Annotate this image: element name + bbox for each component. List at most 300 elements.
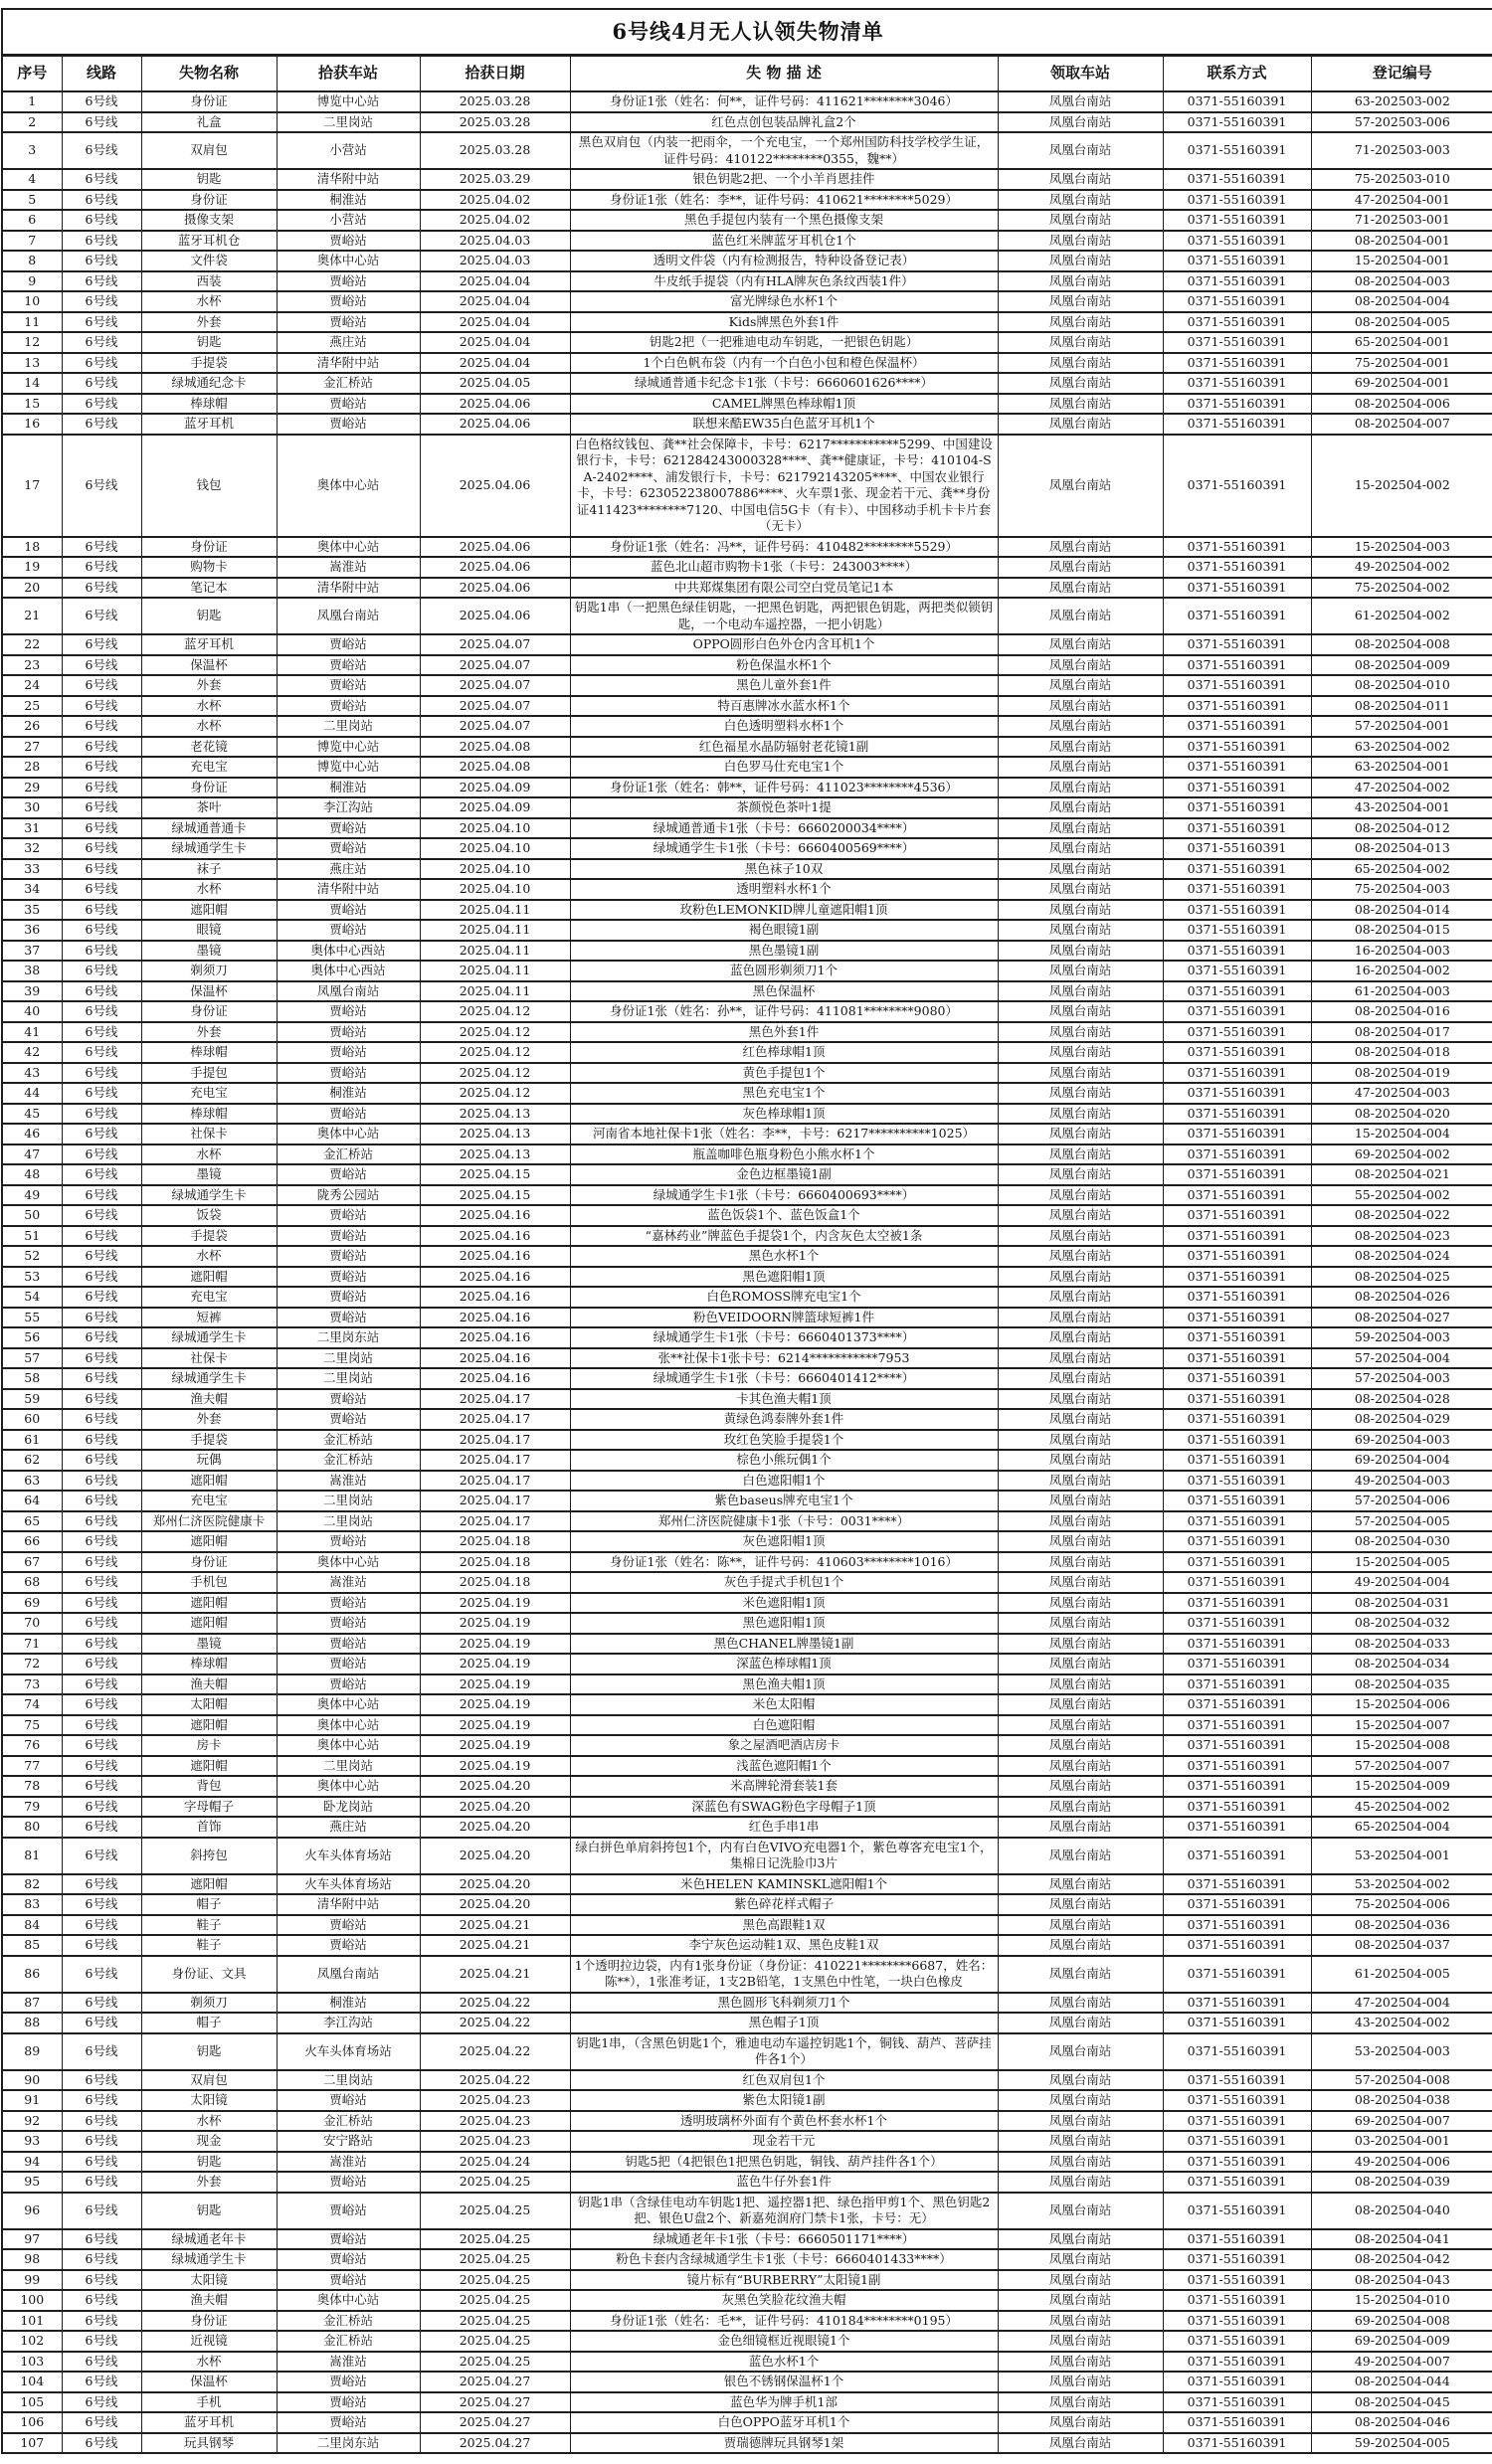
cell-line: 6号线 bbox=[62, 2172, 141, 2193]
cell-item-name: 遮阳帽 bbox=[141, 1267, 277, 1288]
cell-contact: 0371-55160391 bbox=[1163, 1450, 1311, 1471]
cell-pickup-station: 贾峪站 bbox=[277, 1287, 420, 1308]
cell-description: 米色太阳帽 bbox=[570, 1694, 998, 1715]
cell-claim-station: 凤凰台南站 bbox=[998, 435, 1163, 537]
cell-claim-station: 凤凰台南站 bbox=[998, 1735, 1163, 1756]
cell-item-name: 绿城通普通卡 bbox=[141, 818, 277, 839]
cell-pickup-station: 清华附中站 bbox=[277, 879, 420, 900]
cell-pickup-station: 凤凰台南站 bbox=[277, 981, 420, 1002]
cell-index: 4 bbox=[2, 169, 62, 190]
cell-item-name: 身份证 bbox=[141, 1001, 277, 1022]
cell-item-name: 蓝牙耳机 bbox=[141, 414, 277, 435]
cell-registration-no: 08-202504-020 bbox=[1311, 1104, 1492, 1125]
cell-item-name: 双肩包 bbox=[141, 132, 277, 169]
cell-registration-no: 59-202504-003 bbox=[1311, 1327, 1492, 1348]
cell-claim-station: 凤凰台南站 bbox=[998, 1409, 1163, 1430]
cell-claim-station: 凤凰台南站 bbox=[998, 2013, 1163, 2033]
cell-contact: 0371-55160391 bbox=[1163, 2013, 1311, 2033]
cell-registration-no: 08-202504-007 bbox=[1311, 414, 1492, 435]
cell-index: 82 bbox=[2, 1874, 62, 1895]
header-pickup-station: 拾获车站 bbox=[277, 56, 420, 92]
table-row bbox=[2, 1164, 1492, 1185]
cell-registration-no: 08-202504-024 bbox=[1311, 1246, 1492, 1267]
cell-description: 李宁灰色运动鞋1双、黑色皮鞋1双 bbox=[570, 1935, 998, 1956]
cell-description: 白色OPPO蓝牙耳机1个 bbox=[570, 2412, 998, 2433]
cell-description: 白色格纹钱包、龚**社会保障卡，卡号：6217***********5299、中国建设银行卡，卡号：621284243000328****、龚**健康证，卡号：410104-SA-2402****、浦发银行卡，卡号：621792143205****、中国农业银行卡，卡号：623052238007886****、火车票1张、现金若干元、龚**身份证411423********7120、中国电信5G卡（有卡）、中国移动手机卡卡片套（无卡） bbox=[570, 435, 998, 537]
cell-description: 褐色眼镜1副 bbox=[570, 920, 998, 941]
cell-registration-no: 08-202504-015 bbox=[1311, 920, 1492, 941]
cell-pickup-date: 2025.04.12 bbox=[420, 1083, 570, 1104]
cell-registration-no: 61-202504-002 bbox=[1311, 598, 1492, 634]
cell-index: 17 bbox=[2, 435, 62, 537]
cell-pickup-station: 奥体中心站 bbox=[277, 1715, 420, 1736]
cell-claim-station: 凤凰台南站 bbox=[998, 1593, 1163, 1614]
cell-contact: 0371-55160391 bbox=[1163, 1511, 1311, 1532]
cell-line: 6号线 bbox=[62, 1083, 141, 1104]
cell-line: 6号线 bbox=[62, 1246, 141, 1267]
table-row bbox=[2, 2311, 1492, 2332]
cell-description: 绿城通普通卡纪念卡1张（卡号：6660601626****） bbox=[570, 373, 998, 394]
cell-pickup-date: 2025.04.08 bbox=[420, 757, 570, 778]
cell-pickup-date: 2025.04.08 bbox=[420, 737, 570, 758]
cell-line: 6号线 bbox=[62, 353, 141, 374]
cell-line: 6号线 bbox=[62, 132, 141, 169]
cell-line: 6号线 bbox=[62, 1185, 141, 1206]
cell-description: 灰色手提式手机包1个 bbox=[570, 1572, 998, 1593]
cell-claim-station: 凤凰台南站 bbox=[998, 859, 1163, 880]
cell-claim-station: 凤凰台南站 bbox=[998, 1430, 1163, 1451]
cell-item-name: 遮阳帽 bbox=[141, 1613, 277, 1634]
cell-contact: 0371-55160391 bbox=[1163, 1022, 1311, 1043]
table-row bbox=[2, 435, 1492, 537]
cell-description: 蓝色北山超市购物卡1张（卡号：243003****） bbox=[570, 557, 998, 578]
cell-line: 6号线 bbox=[62, 838, 141, 859]
cell-pickup-date: 2025.04.10 bbox=[420, 879, 570, 900]
cell-pickup-date: 2025.04.23 bbox=[420, 2090, 570, 2111]
cell-pickup-date: 2025.04.25 bbox=[420, 2352, 570, 2373]
table-row bbox=[2, 2090, 1492, 2111]
cell-pickup-date: 2025.04.25 bbox=[420, 2193, 570, 2229]
cell-item-name: 文件袋 bbox=[141, 251, 277, 271]
cell-registration-no: 08-202504-023 bbox=[1311, 1226, 1492, 1247]
cell-registration-no: 08-202504-032 bbox=[1311, 1613, 1492, 1634]
cell-pickup-date: 2025.04.10 bbox=[420, 838, 570, 859]
cell-claim-station: 凤凰台南站 bbox=[998, 190, 1163, 211]
cell-pickup-station: 桐淮站 bbox=[277, 778, 420, 798]
cell-contact: 0371-55160391 bbox=[1163, 1593, 1311, 1614]
cell-line: 6号线 bbox=[62, 1674, 141, 1695]
cell-contact: 0371-55160391 bbox=[1163, 1185, 1311, 1206]
cell-item-name: 绿城通纪念卡 bbox=[141, 373, 277, 394]
cell-pickup-station: 贾峪站 bbox=[277, 1389, 420, 1410]
cell-claim-station: 凤凰台南站 bbox=[998, 2392, 1163, 2413]
table-row bbox=[2, 634, 1492, 655]
table-row bbox=[2, 1144, 1492, 1165]
cell-contact: 0371-55160391 bbox=[1163, 2270, 1311, 2291]
cell-line: 6号线 bbox=[62, 1430, 141, 1451]
cell-item-name: 绿城通老年卡 bbox=[141, 2229, 277, 2250]
cell-registration-no: 57-202503-006 bbox=[1311, 112, 1492, 133]
cell-description: 钥匙2把（一把雅迪电动车钥匙，一把银色钥匙） bbox=[570, 332, 998, 353]
cell-index: 51 bbox=[2, 1226, 62, 1247]
cell-contact: 0371-55160391 bbox=[1163, 1205, 1311, 1226]
cell-registration-no: 16-202504-002 bbox=[1311, 961, 1492, 981]
cell-pickup-station: 嵩淮站 bbox=[277, 2352, 420, 2373]
table-row bbox=[2, 981, 1492, 1002]
cell-line: 6号线 bbox=[62, 2372, 141, 2392]
table-row bbox=[2, 1634, 1492, 1655]
cell-pickup-date: 2025.04.06 bbox=[420, 578, 570, 599]
cell-pickup-date: 2025.03.28 bbox=[420, 132, 570, 169]
cell-index: 30 bbox=[2, 797, 62, 818]
table-row bbox=[2, 2249, 1492, 2270]
cell-contact: 0371-55160391 bbox=[1163, 231, 1311, 252]
cell-pickup-date: 2025.04.25 bbox=[420, 2172, 570, 2193]
cell-line: 6号线 bbox=[62, 1956, 141, 1993]
cell-pickup-station: 贾峪站 bbox=[277, 291, 420, 312]
cell-description: 灰色棒球帽1顶 bbox=[570, 1104, 998, 1125]
cell-description: 身份证1张（姓名：韩**，证件号码：411023********4536） bbox=[570, 778, 998, 798]
table-row bbox=[2, 537, 1492, 558]
cell-pickup-station: 贾峪站 bbox=[277, 2249, 420, 2270]
cell-index: 33 bbox=[2, 859, 62, 880]
cell-pickup-station: 贾峪站 bbox=[277, 2392, 420, 2413]
table-row bbox=[2, 1838, 1492, 1874]
cell-item-name: 首饰 bbox=[141, 1817, 277, 1838]
cell-line: 6号线 bbox=[62, 1511, 141, 1532]
cell-line: 6号线 bbox=[62, 1164, 141, 1185]
cell-registration-no: 08-202504-028 bbox=[1311, 1389, 1492, 1410]
cell-line: 6号线 bbox=[62, 1817, 141, 1838]
cell-registration-no: 47-202504-002 bbox=[1311, 778, 1492, 798]
cell-description: 紫色碎花样式帽子 bbox=[570, 1894, 998, 1915]
cell-index: 46 bbox=[2, 1124, 62, 1144]
cell-registration-no: 08-202504-031 bbox=[1311, 1593, 1492, 1614]
cell-registration-no: 08-202504-034 bbox=[1311, 1654, 1492, 1674]
cell-pickup-date: 2025.04.17 bbox=[420, 1430, 570, 1451]
cell-registration-no: 15-202504-005 bbox=[1311, 1552, 1492, 1573]
cell-contact: 0371-55160391 bbox=[1163, 1776, 1311, 1797]
cell-pickup-date: 2025.03.28 bbox=[420, 91, 570, 112]
cell-pickup-station: 桐淮站 bbox=[277, 190, 420, 211]
cell-claim-station: 凤凰台南站 bbox=[998, 757, 1163, 778]
cell-pickup-date: 2025.04.19 bbox=[420, 1694, 570, 1715]
cell-contact: 0371-55160391 bbox=[1163, 1327, 1311, 1348]
cell-description: 黑色充电宝1个 bbox=[570, 1083, 998, 1104]
cell-pickup-date: 2025.04.20 bbox=[420, 1817, 570, 1838]
cell-index: 96 bbox=[2, 2193, 62, 2229]
table-row bbox=[2, 1083, 1492, 1104]
cell-index: 54 bbox=[2, 1287, 62, 1308]
cell-contact: 0371-55160391 bbox=[1163, 271, 1311, 292]
cell-registration-no: 71-202503-003 bbox=[1311, 132, 1492, 169]
cell-registration-no: 15-202504-006 bbox=[1311, 1694, 1492, 1715]
cell-description: 深蓝色有SWAG粉色字母帽子1顶 bbox=[570, 1797, 998, 1818]
cell-item-name: 遮阳帽 bbox=[141, 900, 277, 921]
cell-description: 浅蓝色遮阳帽1个 bbox=[570, 1756, 998, 1777]
cell-index: 89 bbox=[2, 2033, 62, 2070]
cell-claim-station: 凤凰台南站 bbox=[998, 1450, 1163, 1471]
cell-line: 6号线 bbox=[62, 1735, 141, 1756]
table-row bbox=[2, 1735, 1492, 1756]
cell-description: 玫红色笑脸手提袋1个 bbox=[570, 1430, 998, 1451]
cell-index: 43 bbox=[2, 1063, 62, 1084]
cell-line: 6号线 bbox=[62, 1634, 141, 1655]
cell-description: 黑色水杯1个 bbox=[570, 1246, 998, 1267]
cell-item-name: 保温杯 bbox=[141, 981, 277, 1002]
cell-contact: 0371-55160391 bbox=[1163, 716, 1311, 737]
cell-index: 59 bbox=[2, 1389, 62, 1410]
cell-pickup-date: 2025.04.13 bbox=[420, 1144, 570, 1165]
cell-contact: 0371-55160391 bbox=[1163, 394, 1311, 415]
cell-contact: 0371-55160391 bbox=[1163, 1993, 1311, 2014]
cell-description: 1个透明拉边袋，内有1张身份证（身份证：410221********6687，姓名：陈**），1张准考证，1支2B铅笔，1支黑色中性笔，一块白色橡皮 bbox=[570, 1956, 998, 1993]
cell-item-name: 太阳镜 bbox=[141, 2090, 277, 2111]
cell-item-name: 水杯 bbox=[141, 291, 277, 312]
cell-contact: 0371-55160391 bbox=[1163, 373, 1311, 394]
cell-index: 27 bbox=[2, 737, 62, 758]
table-row bbox=[2, 2033, 1492, 2070]
table-row bbox=[2, 1956, 1492, 1993]
cell-pickup-date: 2025.04.13 bbox=[420, 1104, 570, 1125]
cell-line: 6号线 bbox=[62, 1654, 141, 1674]
cell-claim-station: 凤凰台南站 bbox=[998, 1164, 1163, 1185]
cell-index: 24 bbox=[2, 675, 62, 696]
cell-contact: 0371-55160391 bbox=[1163, 1368, 1311, 1389]
cell-line: 6号线 bbox=[62, 112, 141, 133]
cell-claim-station: 凤凰台南站 bbox=[998, 1471, 1163, 1492]
cell-line: 6号线 bbox=[62, 2412, 141, 2433]
cell-index: 91 bbox=[2, 2090, 62, 2111]
table-row bbox=[2, 1205, 1492, 1226]
cell-pickup-station: 清华附中站 bbox=[277, 1894, 420, 1915]
cell-line: 6号线 bbox=[62, 210, 141, 231]
cell-contact: 0371-55160391 bbox=[1163, 778, 1311, 798]
cell-pickup-station: 奥体中心站 bbox=[277, 537, 420, 558]
cell-pickup-date: 2025.04.18 bbox=[420, 1531, 570, 1552]
cell-registration-no: 55-202504-002 bbox=[1311, 1185, 1492, 1206]
cell-registration-no: 65-202504-002 bbox=[1311, 859, 1492, 880]
cell-registration-no: 65-202504-001 bbox=[1311, 332, 1492, 353]
cell-index: 65 bbox=[2, 1511, 62, 1532]
table-row bbox=[2, 1042, 1492, 1063]
cell-line: 6号线 bbox=[62, 655, 141, 676]
cell-item-name: 鞋子 bbox=[141, 1915, 277, 1936]
cell-registration-no: 69-202504-001 bbox=[1311, 373, 1492, 394]
table-row bbox=[2, 1654, 1492, 1674]
cell-pickup-date: 2025.04.07 bbox=[420, 696, 570, 717]
cell-item-name: 身份证、文具 bbox=[141, 1956, 277, 1993]
cell-claim-station: 凤凰台南站 bbox=[998, 2290, 1163, 2311]
cell-index: 38 bbox=[2, 961, 62, 981]
cell-claim-station: 凤凰台南站 bbox=[998, 2033, 1163, 2070]
cell-pickup-date: 2025.04.19 bbox=[420, 1674, 570, 1695]
cell-description: 绿城通老年卡1张（卡号：6660501171****） bbox=[570, 2229, 998, 2250]
cell-registration-no: 49-202504-006 bbox=[1311, 2152, 1492, 2173]
cell-index: 18 bbox=[2, 537, 62, 558]
cell-description: 金色边框墨镜1副 bbox=[570, 1164, 998, 1185]
table-row bbox=[2, 1894, 1492, 1915]
cell-contact: 0371-55160391 bbox=[1163, 1797, 1311, 1818]
cell-pickup-date: 2025.04.20 bbox=[420, 1838, 570, 1874]
cell-claim-station: 凤凰台南站 bbox=[998, 251, 1163, 271]
cell-index: 40 bbox=[2, 1001, 62, 1022]
cell-pickup-station: 二里岗东站 bbox=[277, 2433, 420, 2454]
cell-description: 镜片标有“BURBERRY”太阳镜1副 bbox=[570, 2270, 998, 2291]
cell-description: 蓝色牛仔外套1件 bbox=[570, 2172, 998, 2193]
cell-description: 现金若干元 bbox=[570, 2131, 998, 2152]
cell-contact: 0371-55160391 bbox=[1163, 655, 1311, 676]
cell-pickup-date: 2025.04.25 bbox=[420, 2229, 570, 2250]
table-row bbox=[2, 2290, 1492, 2311]
cell-pickup-station: 清华附中站 bbox=[277, 169, 420, 190]
table-row bbox=[2, 1756, 1492, 1777]
cell-item-name: 墨镜 bbox=[141, 1634, 277, 1655]
cell-item-name: 太阳镜 bbox=[141, 2270, 277, 2291]
table-row bbox=[2, 778, 1492, 798]
table-row bbox=[2, 675, 1492, 696]
cell-registration-no: 43-202504-001 bbox=[1311, 797, 1492, 818]
cell-item-name: 外套 bbox=[141, 675, 277, 696]
cell-pickup-date: 2025.04.20 bbox=[420, 1894, 570, 1915]
cell-pickup-station: 贾峪站 bbox=[277, 818, 420, 839]
cell-index: 93 bbox=[2, 2131, 62, 2152]
cell-registration-no: 57-202504-003 bbox=[1311, 1368, 1492, 1389]
cell-line: 6号线 bbox=[62, 1144, 141, 1165]
cell-description: 象之屋酒吧酒店房卡 bbox=[570, 1735, 998, 1756]
cell-pickup-station: 燕庄站 bbox=[277, 1817, 420, 1838]
cell-index: 14 bbox=[2, 373, 62, 394]
cell-pickup-station: 奥体中心西站 bbox=[277, 961, 420, 981]
cell-item-name: 郑州仁济医院健康卡 bbox=[141, 1511, 277, 1532]
cell-index: 102 bbox=[2, 2331, 62, 2352]
cell-pickup-station: 金汇桥站 bbox=[277, 2331, 420, 2352]
cell-description: 黄色手提包1个 bbox=[570, 1063, 998, 1084]
cell-item-name: 鞋子 bbox=[141, 1935, 277, 1956]
cell-line: 6号线 bbox=[62, 1226, 141, 1247]
cell-description: 黑色圆形飞科剃须刀1个 bbox=[570, 1993, 998, 2014]
cell-claim-station: 凤凰台南站 bbox=[998, 2311, 1163, 2332]
cell-item-name: 充电宝 bbox=[141, 1491, 277, 1511]
cell-registration-no: 08-202504-027 bbox=[1311, 1308, 1492, 1328]
table-row bbox=[2, 312, 1492, 333]
cell-description: 红色福星水晶防辐射老花镜1副 bbox=[570, 737, 998, 758]
cell-line: 6号线 bbox=[62, 2270, 141, 2291]
cell-pickup-date: 2025.04.25 bbox=[420, 2311, 570, 2332]
cell-line: 6号线 bbox=[62, 2311, 141, 2332]
cell-pickup-station: 贾峪站 bbox=[277, 1042, 420, 1063]
table-row bbox=[2, 1226, 1492, 1247]
cell-line: 6号线 bbox=[62, 394, 141, 415]
cell-pickup-station: 贾峪站 bbox=[277, 1063, 420, 1084]
cell-line: 6号线 bbox=[62, 1776, 141, 1797]
cell-description: 红色双肩包1个 bbox=[570, 2070, 998, 2091]
cell-line: 6号线 bbox=[62, 981, 141, 1002]
cell-registration-no: 69-202504-007 bbox=[1311, 2111, 1492, 2132]
cell-pickup-station: 贾峪站 bbox=[277, 655, 420, 676]
cell-line: 6号线 bbox=[62, 879, 141, 900]
cell-registration-no: 47-202504-004 bbox=[1311, 1993, 1492, 2014]
table-row bbox=[2, 1915, 1492, 1936]
cell-item-name: 遮阳帽 bbox=[141, 1874, 277, 1895]
cell-claim-station: 凤凰台南站 bbox=[998, 1389, 1163, 1410]
cell-item-name: 太阳帽 bbox=[141, 1694, 277, 1715]
cell-item-name: 遮阳帽 bbox=[141, 1471, 277, 1492]
cell-contact: 0371-55160391 bbox=[1163, 2290, 1311, 2311]
cell-pickup-station: 金汇桥站 bbox=[277, 2111, 420, 2132]
cell-line: 6号线 bbox=[62, 2229, 141, 2250]
cell-registration-no: 49-202504-002 bbox=[1311, 557, 1492, 578]
cell-item-name: 遮阳帽 bbox=[141, 1531, 277, 1552]
cell-line: 6号线 bbox=[62, 1552, 141, 1573]
cell-pickup-date: 2025.04.17 bbox=[420, 1511, 570, 1532]
header-contact: 联系方式 bbox=[1163, 56, 1311, 92]
cell-pickup-station: 贾峪站 bbox=[277, 2412, 420, 2433]
cell-contact: 0371-55160391 bbox=[1163, 675, 1311, 696]
cell-claim-station: 凤凰台南站 bbox=[998, 634, 1163, 655]
cell-description: 紫色baseus牌充电宝1个 bbox=[570, 1491, 998, 1511]
cell-pickup-date: 2025.04.15 bbox=[420, 1164, 570, 1185]
cell-index: 13 bbox=[2, 353, 62, 374]
table-row bbox=[2, 941, 1492, 962]
cell-pickup-station: 贾峪站 bbox=[277, 1935, 420, 1956]
cell-line: 6号线 bbox=[62, 1894, 141, 1915]
cell-item-name: 遮阳帽 bbox=[141, 1756, 277, 1777]
cell-claim-station: 凤凰台南站 bbox=[998, 1817, 1163, 1838]
cell-index: 66 bbox=[2, 1531, 62, 1552]
cell-description: 紫色太阳镜1副 bbox=[570, 2090, 998, 2111]
cell-registration-no: 08-202504-004 bbox=[1311, 291, 1492, 312]
cell-pickup-station: 贾峪站 bbox=[277, 394, 420, 415]
cell-line: 6号线 bbox=[62, 716, 141, 737]
table-row bbox=[2, 1613, 1492, 1634]
table-body bbox=[2, 91, 1492, 2453]
cell-line: 6号线 bbox=[62, 435, 141, 537]
cell-item-name: 钥匙 bbox=[141, 169, 277, 190]
table-row bbox=[2, 1797, 1492, 1818]
cell-index: 76 bbox=[2, 1735, 62, 1756]
cell-line: 6号线 bbox=[62, 1287, 141, 1308]
cell-contact: 0371-55160391 bbox=[1163, 1042, 1311, 1063]
cell-claim-station: 凤凰台南站 bbox=[998, 2070, 1163, 2091]
cell-index: 92 bbox=[2, 2111, 62, 2132]
cell-description: 黑色遮阳帽1顶 bbox=[570, 1613, 998, 1634]
cell-pickup-date: 2025.04.06 bbox=[420, 557, 570, 578]
table-row bbox=[2, 1511, 1492, 1532]
cell-pickup-date: 2025.04.15 bbox=[420, 1185, 570, 1206]
table-row bbox=[2, 210, 1492, 231]
cell-description: 身份证1张（姓名：李**，证件号码：410621********5029） bbox=[570, 190, 998, 211]
cell-pickup-date: 2025.04.27 bbox=[420, 2433, 570, 2454]
cell-index: 104 bbox=[2, 2372, 62, 2392]
cell-description: 钥匙1串（含绿佳电动车钥匙1把、遥控器1把、绿色指甲剪1个、黑色钥匙2把、银色U盘2个、新嘉苑润府门禁卡1张，卡号：无） bbox=[570, 2193, 998, 2229]
cell-claim-station: 凤凰台南站 bbox=[998, 1348, 1163, 1369]
cell-line: 6号线 bbox=[62, 2033, 141, 2070]
cell-index: 9 bbox=[2, 271, 62, 292]
cell-claim-station: 凤凰台南站 bbox=[998, 271, 1163, 292]
cell-line: 6号线 bbox=[62, 190, 141, 211]
cell-pickup-station: 二里岗站 bbox=[277, 1756, 420, 1777]
cell-description: 黑色手提包内装有一个黑色摄像支架 bbox=[570, 210, 998, 231]
cell-pickup-station: 燕庄站 bbox=[277, 859, 420, 880]
header-registration-no: 登记编号 bbox=[1311, 56, 1492, 92]
cell-claim-station: 凤凰台南站 bbox=[998, 2352, 1163, 2373]
cell-pickup-station: 二里岗站 bbox=[277, 1368, 420, 1389]
cell-line: 6号线 bbox=[62, 859, 141, 880]
cell-registration-no: 15-202504-004 bbox=[1311, 1124, 1492, 1144]
cell-line: 6号线 bbox=[62, 1022, 141, 1043]
cell-contact: 0371-55160391 bbox=[1163, 2412, 1311, 2433]
